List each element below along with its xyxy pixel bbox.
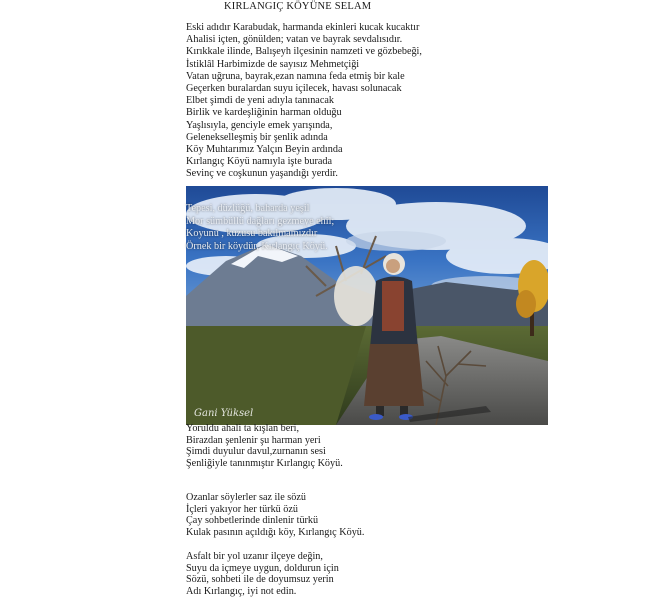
poem-line: Şenliğiyle tanınmıştır Kırlangıç Köyü. (186, 457, 343, 469)
poem-line: Ahalisi içten, gönülden; vatan ve bayrak sevdalısıdır. (186, 34, 403, 46)
poem-stanza-1 (186, 22, 422, 181)
poem-line: Gelenekselleşmiş bir şenlik adında (186, 131, 328, 143)
poem-line: Birazdan şenlenir şu harman yeri (186, 434, 321, 446)
poem-line: Köy Muhtarımız Yalçın Beyin ardında (186, 144, 343, 156)
poem-line: İçleri yakıyor her türkü özü (186, 503, 299, 515)
poem-line: Kulak pasının açıldığı köy, Kırlangıç Köyü. (186, 526, 365, 538)
poem-line: Mor sümbüllü dağları gezmeye ehil; (186, 215, 335, 227)
poem-stanza-2 (186, 203, 334, 253)
poem-line: Adı Kırlangıç, iyi not edin. (186, 585, 297, 597)
poem-line: Çay sohbetlerinde dinlenir türkü (186, 515, 319, 527)
poem-line: Yaşlısıyla, genciyle emek yarışında, (186, 119, 333, 131)
poem-line: İstiklâl Harbimizde de sayısız Mehmetçiği (186, 58, 360, 70)
photographer-signature: Gani Yüksel (194, 408, 254, 419)
poem-line: Elbet şimdi de yeni adıyla tanınacak (186, 95, 334, 107)
poem-line: Sevinç ve coşkunun yaşandığı yerdir. (186, 168, 338, 180)
poem-line: Ozanlar söylerler saz ile sözü (186, 492, 306, 503)
poem-line: Sözü, sohbeti ile de doyumsuz yerin (186, 574, 334, 586)
poem-stanza-5 (186, 551, 339, 597)
poem-stanza-4 (186, 492, 364, 538)
poem-line: Tepesi, düzlüğü, baharda yeşil (186, 203, 310, 214)
poem-line: Birlik ve kardeşliğinin harman olduğu (186, 107, 342, 119)
poem-line: Vatan uğruna, bayrak,ezan namına feda etmiş bir kale (186, 70, 405, 82)
poem-line: Suyu da içmeye uygun, doldurun için (186, 562, 339, 574)
poem-line: Koyunu , kuzusu bakılmamızdır (186, 228, 318, 240)
poem-line: Kırlangıç Köyü namıyla işte burada (186, 156, 332, 168)
poem-line: Kırıkkale ilinde, Balışeyh ilçesinin namzeti ve gözbebeği, (186, 46, 422, 58)
poem-stanza-3 (186, 423, 343, 469)
poem-title: KIRLANGIÇ KÖYÜNE SELAM (224, 1, 372, 12)
poem-line: Örnek bir köydür, Kırlangıç Köyü. (186, 240, 328, 252)
poem-line: Yoruldu ahali ta kışlan beri, (186, 423, 299, 434)
poem-line: Şimdi duyulur davul,zurnanın sesi (186, 446, 326, 458)
poem-line: Asfalt bir yol uzanır ilçeye değin, (186, 551, 323, 562)
poem-line: Eski adıdır Karabudak, harmanda ekinleri kucak kucaktır (186, 22, 420, 33)
poem-line: Geçerken buralardan suyu içilecek, havası solunacak (186, 83, 402, 95)
